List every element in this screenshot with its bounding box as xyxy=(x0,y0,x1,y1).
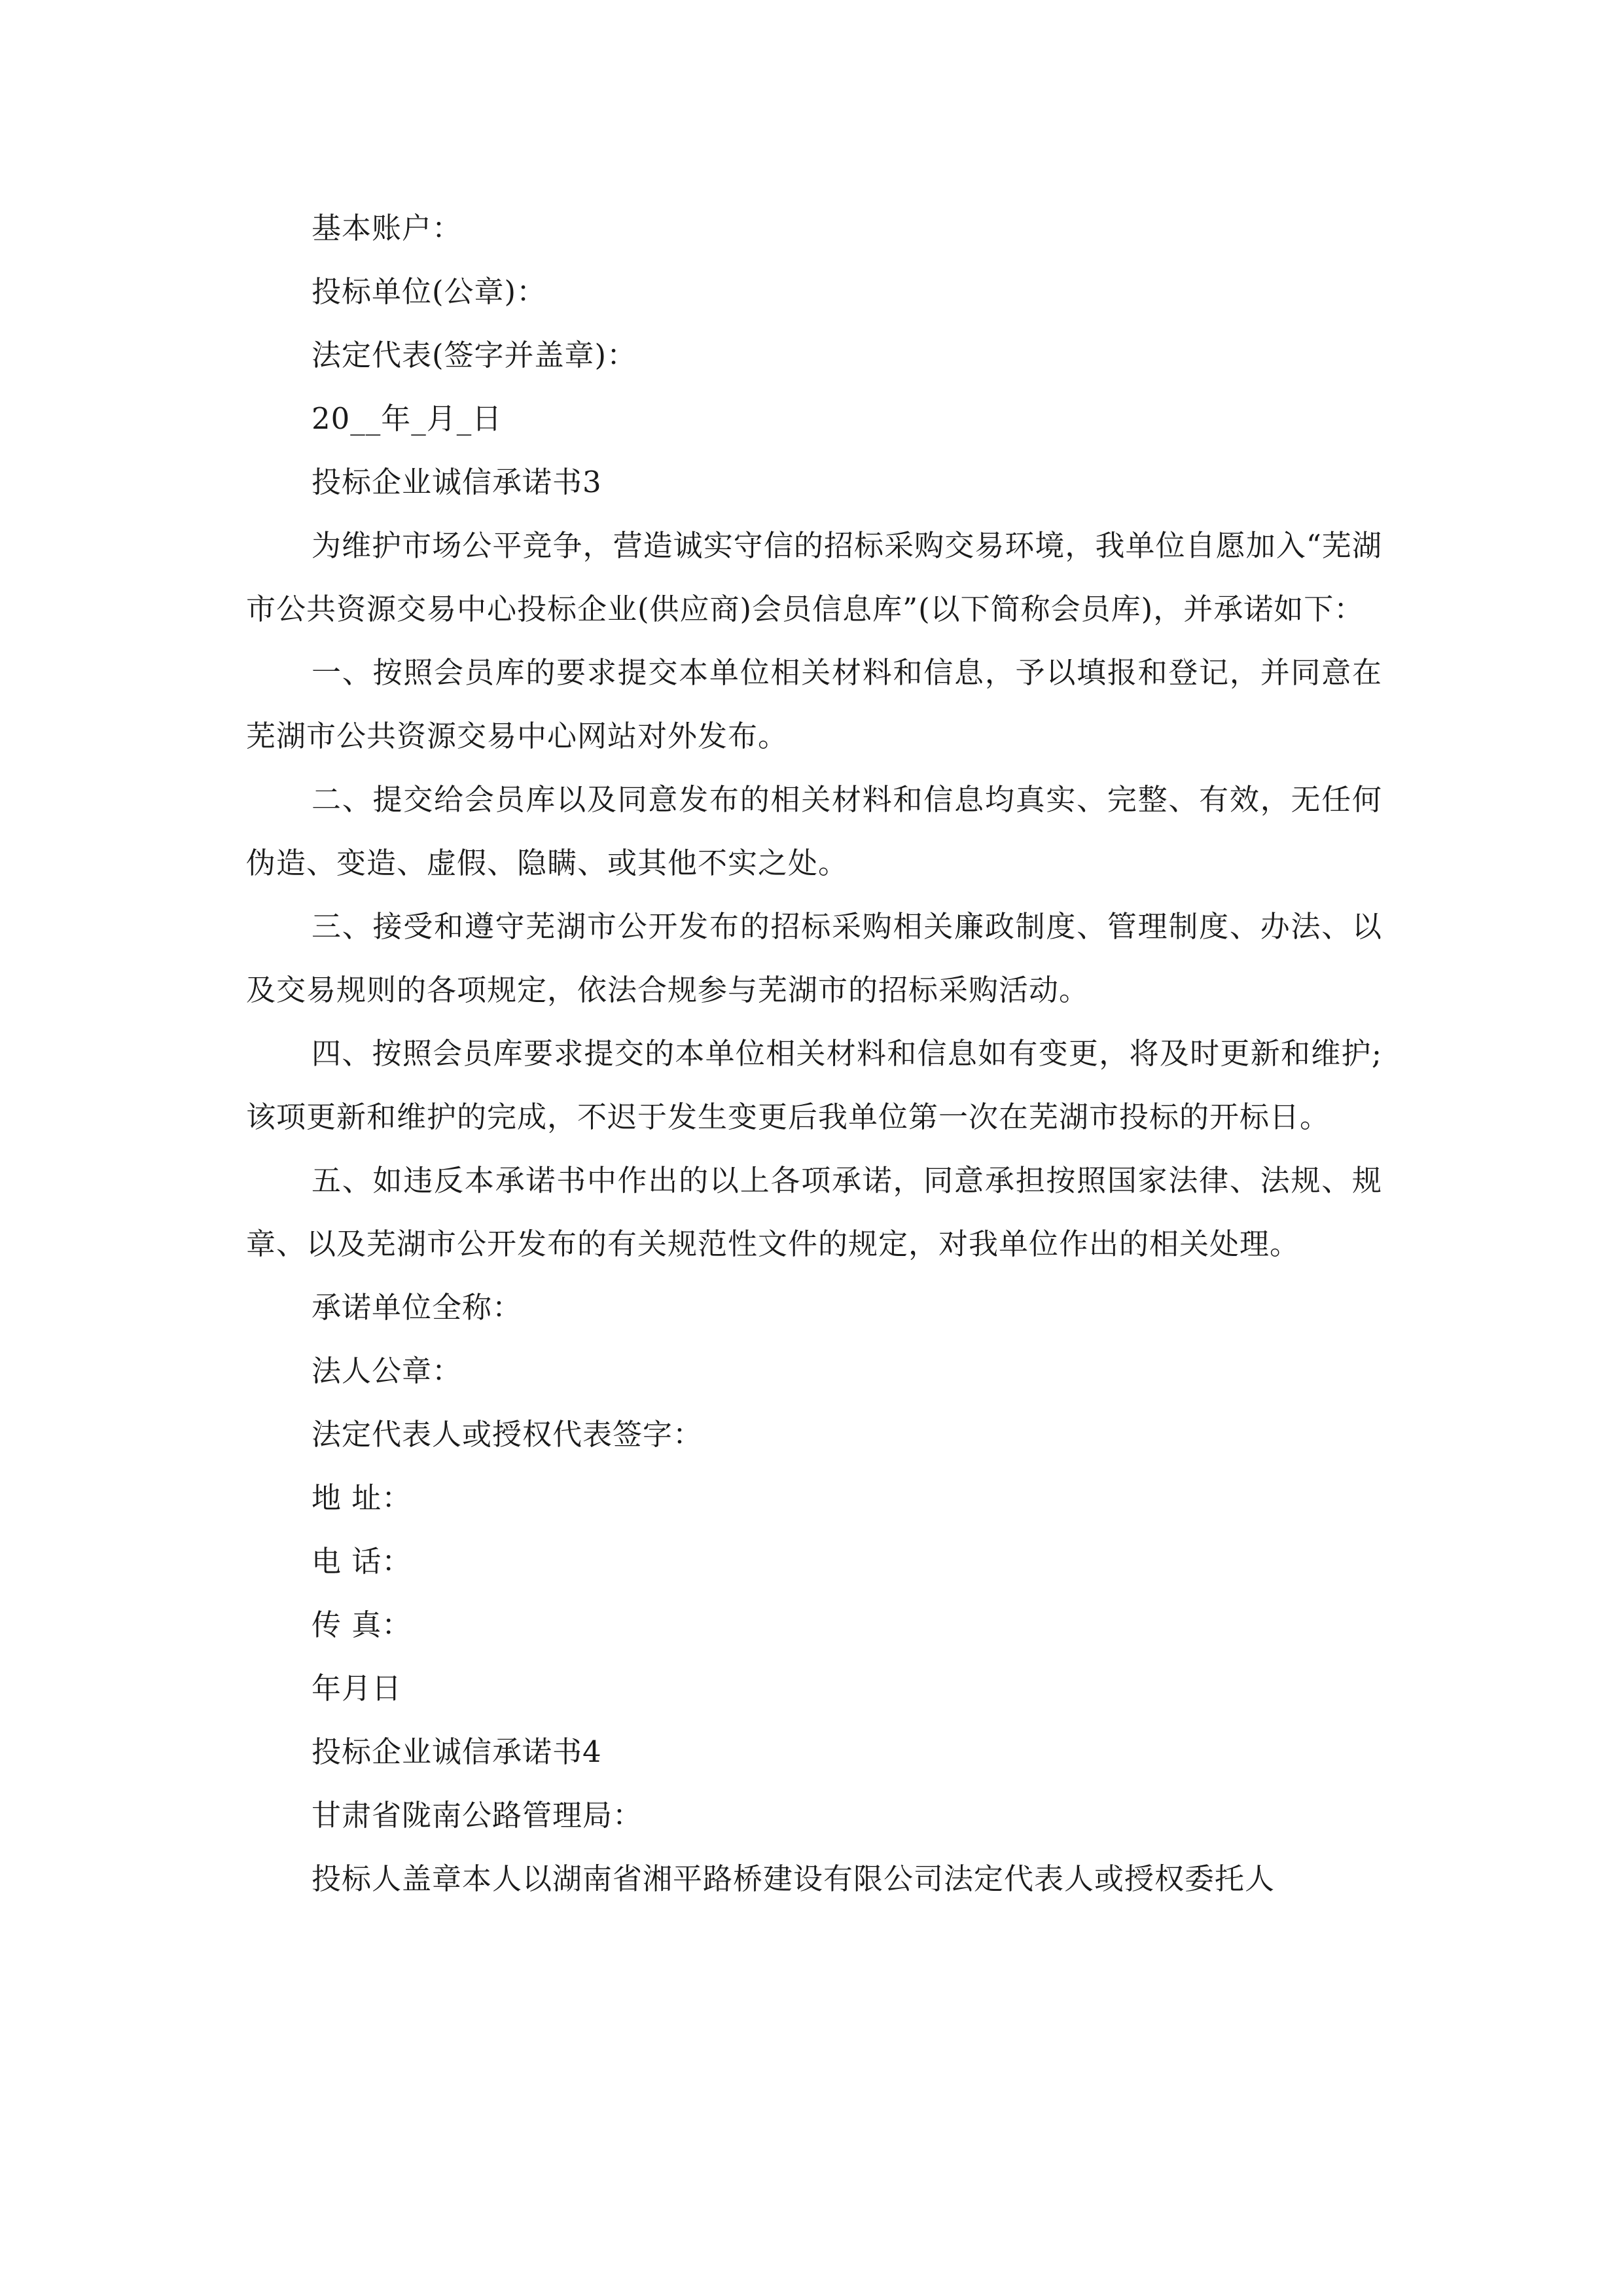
phone-line: 电 话： xyxy=(312,1544,412,1579)
date-line: 20__年_月_日 xyxy=(312,401,503,436)
addressee-line: 甘肃省陇南公路管理局： xyxy=(312,1798,643,1833)
bidder-seal-line: 投标单位(公章)： xyxy=(312,274,547,309)
corporate-seal-line: 法人公章： xyxy=(312,1354,463,1388)
legal-rep-line: 法定代表(签字并盖章)： xyxy=(312,338,637,372)
fax-line: 传 真： xyxy=(312,1607,412,1642)
address-line: 地 址： xyxy=(312,1480,412,1515)
intro-paragraph: 为维护市场公平竞争，营造诚实守信的招标采购交易环境，我单位自愿加入“芜湖市公共资源交易中心投标企业(供应商)会员信息库”(以下简称会员库)，并承诺如下： xyxy=(246,528,1382,626)
promisor-name-line: 承诺单位全称： xyxy=(312,1290,523,1325)
signature-line: 法定代表人或授权代表签字： xyxy=(312,1417,704,1452)
commitment-item-2: 二、提交给会员库以及同意发布的相关材料和信息均真实、完整、有效，无任何伪造、变造、虚假、隐瞒、或其他不实之处。 xyxy=(246,782,1382,880)
section-title-3: 投标企业诚信承诺书3 xyxy=(312,465,602,499)
commitment-item-4: 四、按照会员库要求提交的本单位相关材料和信息如有变更，将及时更新和维护;该项更新和维护的完成，不迟于发生变更后我单位第一次在芜湖市投标的开标日。 xyxy=(246,1036,1382,1134)
ymd-line: 年月日 xyxy=(312,1671,402,1706)
basic-account-line: 基本账户： xyxy=(312,211,463,245)
bidder-statement-line: 投标人盖章本人以湖南省湘平路桥建设有限公司法定代表人或授权委托人 xyxy=(312,1861,1275,1896)
section-title-4: 投标企业诚信承诺书4 xyxy=(312,1734,602,1769)
document-body xyxy=(246,196,1382,1910)
commitment-item-5: 五、如违反本承诺书中作出的以上各项承诺，同意承担按照国家法律、法规、规章、以及芜湖市公开发布的有关规范性文件的规定，对我单位作出的相关处理。 xyxy=(246,1163,1382,1261)
commitment-item-1: 一、按照会员库的要求提交本单位相关材料和信息，予以填报和登记，并同意在芜湖市公共资源交易中心网站对外发布。 xyxy=(246,655,1382,753)
commitment-item-3: 三、接受和遵守芜湖市公开发布的招标采购相关廉政制度、管理制度、办法、以及交易规则的各项规定，依法合规参与芜湖市的招标采购活动。 xyxy=(246,909,1382,1007)
